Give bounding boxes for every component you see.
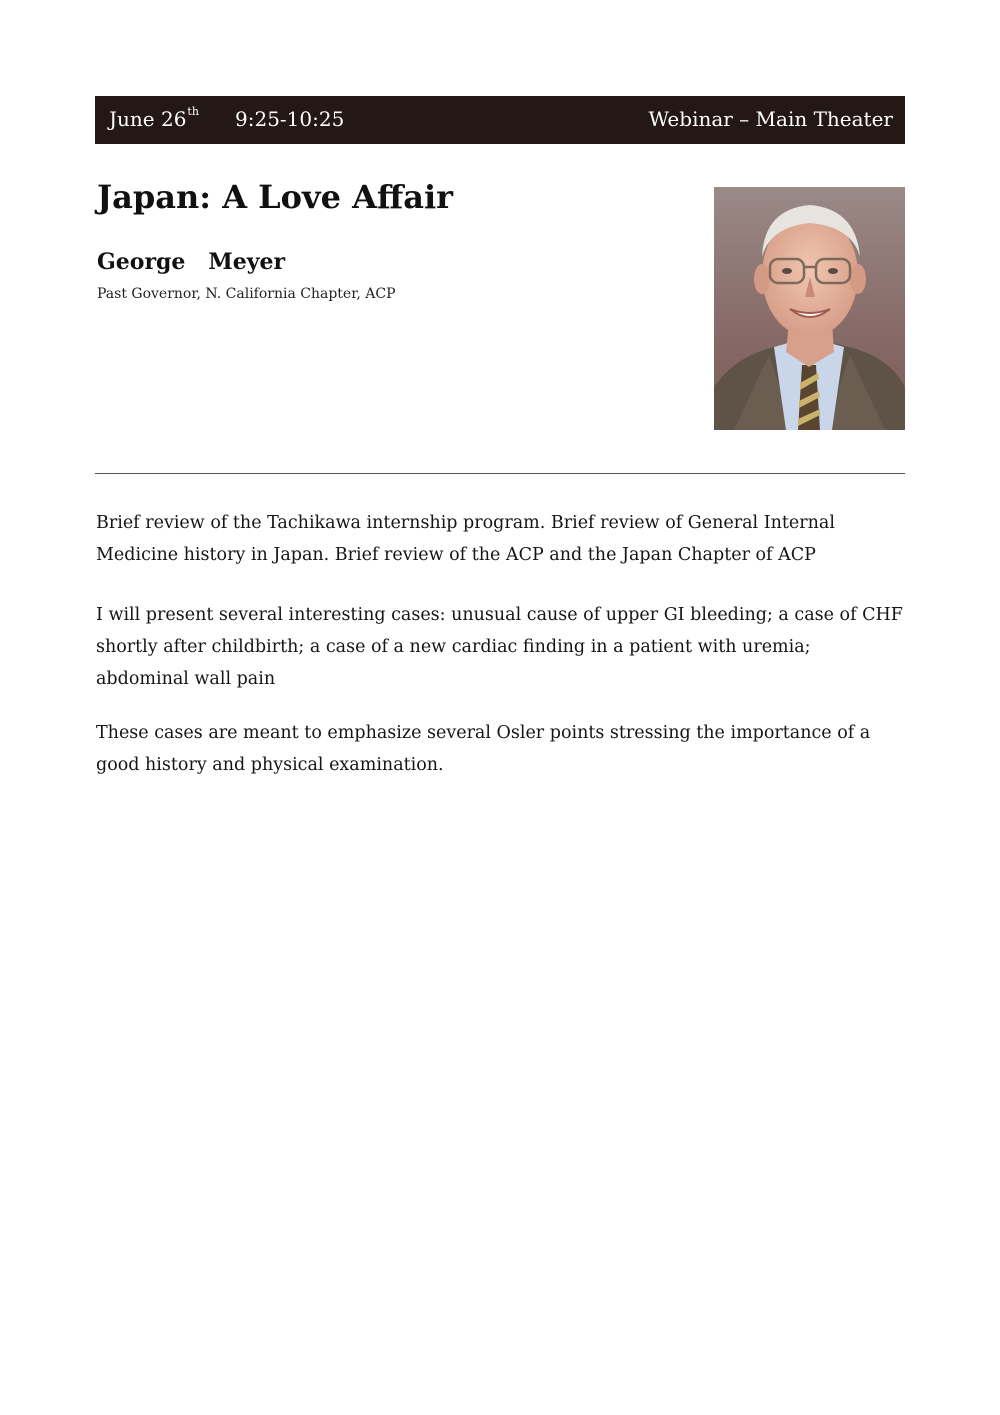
session-date-day: June 26	[109, 107, 187, 131]
speaker-portrait	[714, 187, 905, 430]
session-venue: Webinar – Main Theater	[648, 107, 893, 131]
section-divider	[95, 473, 905, 474]
speaker-affiliation: Past Governor, N. California Chapter, ACP	[97, 286, 396, 302]
abstract-paragraph-1: Brief review of the Tachikawa internship program. Brief review of General Internal Medicine history in Japan. Brief review of the ACP and the Japan Chapter of ACP	[96, 513, 835, 565]
session-time: 9:25-10:25	[235, 107, 345, 131]
session-date-suffix: th	[187, 105, 199, 118]
speaker-name: George Meyer	[97, 249, 286, 275]
session-header-bar	[95, 96, 905, 144]
abstract-paragraph-2: I will present several interesting cases: unusual cause of upper GI bleeding; a case of CHF shortly after childbirth; a case of a new cardiac finding in a patient with uremia; abdominal wall pain	[96, 605, 903, 689]
abstract-paragraph-3: These cases are meant to emphasize several Osler points stressing the importance of a good history and physical examination.	[96, 723, 871, 775]
talk-title: Japan: A Love Affair	[97, 178, 453, 216]
session-date	[109, 107, 199, 131]
